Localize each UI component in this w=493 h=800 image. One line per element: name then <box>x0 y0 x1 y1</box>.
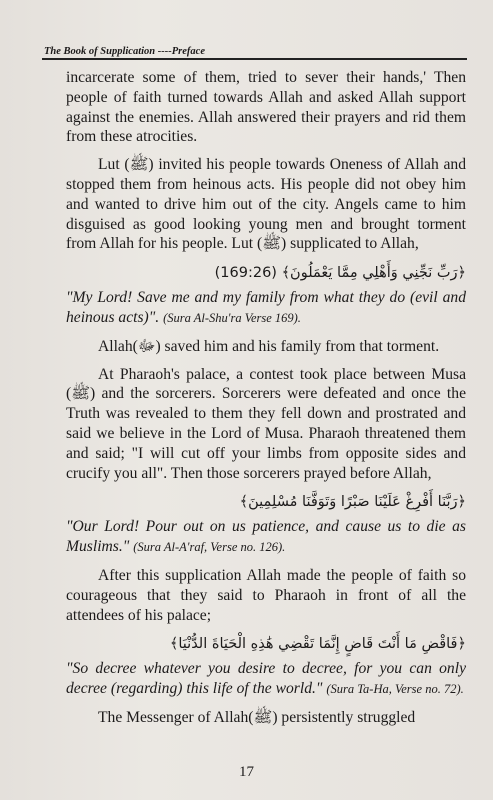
header-divider <box>42 58 467 60</box>
translation-3-text: "So decree whatever you desire to decree, for you can only decree (regarding) this life of the world." <box>66 660 466 698</box>
paragraph-pharaoh: At Pharaoh's palace, a contest took place between Musa (ﷺ) and the sorcerers. Sorcerers were defeated and once the Truth was revealed to them they fell down and prostrated and said we believe in the Lord of Musa. Pharaoh threatened them and said; "I will cut off your limbs from opposite sides and crucify you all". Then those sorcerers prayed before Allah, <box>66 365 466 482</box>
citation-3: (Sura Ta-Ha, Verse no. 72). <box>326 682 464 697</box>
arabic-verse-1: ﴿رَبِّ نَجِّنِي وَأَهْلِي مِمَّا يَعْمَلُونَ﴾ (169:26) <box>214 265 466 282</box>
translation-1-text: "My Lord! Save me and my family from what they do (evil and heinous acts)". <box>66 289 466 326</box>
page-body <box>66 68 466 728</box>
translation-1 <box>66 288 466 329</box>
paragraph-courage: After this supplication Allah made the people of faith so courageous that they said to Pharaoh in front of all the attendees of his palace; <box>66 566 466 624</box>
translation-3 <box>66 659 466 700</box>
translation-2-text: "Our Lord! Pour out on us patience, and cause us to die as Muslims." <box>66 518 466 556</box>
paragraph-1: incarcerate some of them, tried to sever their hands,' Then people of faith turned towards Allah and asked Allah support against the enemies. Allah answered their prayers and rid them from these atrocities. <box>66 69 466 146</box>
citation-1: (Sura Al-Shu'ra Verse 169). <box>163 310 301 325</box>
translation-2 <box>66 517 466 558</box>
paragraph-messenger: The Messenger of Allah(ﷺ) persistently struggled <box>98 708 416 726</box>
paragraph-lut: Lut (ﷺ) invited his people towards Oneness of Allah and stopped them from heinous acts. His people did not obey him and wanted to drive him out of the city. Angels came to him disguised as good looking young men and brought torment from Allah for his people. Lut (ﷺ) supplicated to Allah, <box>66 156 466 253</box>
page-number: 17 <box>239 764 254 780</box>
arabic-verse-3: ﴿فَاقْضِ مَا أَنْتَ قَاضٍ إِنَّمَا تَقْضِي هَٰذِهِ الْحَيَاةَ الدُّنْيَا﴾ <box>169 636 466 653</box>
arabic-verse-2: ﴿رَبَّنَا أَفْرِغْ عَلَيْنَا صَبْرًا وَتَوَفَّنَا مُسْلِمِينَ﴾ <box>239 494 466 511</box>
paragraph-saved: Allah(ﷻ) saved him and his family from that torment. <box>98 337 440 355</box>
running-header: The Book of Supplication ----Preface <box>44 46 205 57</box>
citation-2: (Sura Al-A'raf, Verse no. 126). <box>133 540 286 555</box>
